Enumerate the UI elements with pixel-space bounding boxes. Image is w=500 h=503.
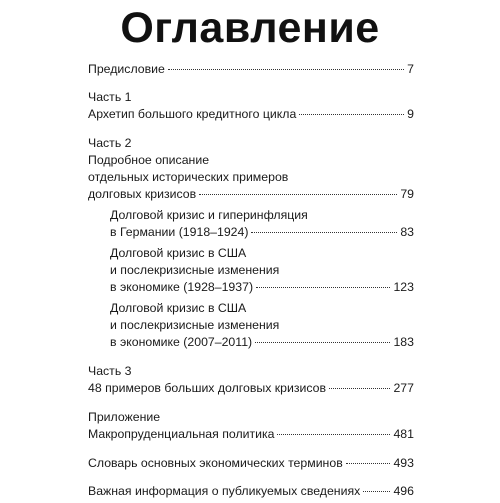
toc-entry-title-line: в экономике (2007–2011) (110, 335, 253, 349)
toc-part-1 (88, 90, 414, 107)
toc-entry-title: Архетип большого кредитного цикла (88, 107, 297, 121)
toc-page-number: 7 (407, 62, 414, 76)
part-label: Часть 1 (88, 90, 132, 104)
toc-part-3 (88, 364, 414, 381)
leader-dots (299, 114, 404, 115)
toc-subentry-usa-1928[interactable] (110, 246, 414, 299)
toc-entry-title-line: Долговой кризис и гиперинфляция (110, 208, 308, 222)
toc-entry-title: Макропруденциальная политика (88, 427, 275, 441)
toc-page-number: 123 (393, 280, 414, 294)
toc-subentry-usa-2007[interactable] (110, 301, 414, 354)
toc-entry-title: Словарь основных экономических терминов (88, 456, 343, 470)
toc-entry-title-line: в Германии (1918–1924) (110, 225, 249, 239)
leader-dots (251, 232, 397, 233)
toc-page-number: 277 (393, 381, 414, 395)
toc-entry-title: Предисловие (88, 62, 165, 76)
leader-dots (168, 69, 404, 70)
toc-page-number: 79 (400, 187, 414, 201)
toc-part-2 (88, 136, 414, 153)
toc-entry-title-line: в экономике (1928–1937) (110, 280, 254, 294)
toc-page-number: 481 (393, 427, 414, 441)
leader-dots (329, 388, 390, 389)
toc-appendix (88, 410, 414, 427)
leader-dots (256, 287, 390, 288)
toc-entry-preface[interactable] (88, 62, 414, 81)
leader-dots (199, 194, 397, 195)
toc-entry-title-line: Долговой кризис в США (110, 301, 247, 315)
toc-entry-title-line: отдельных исторических примеров (88, 170, 289, 184)
part-label: Часть 3 (88, 364, 132, 378)
toc-entry-title-line: Подробное описание (88, 153, 210, 167)
toc-entry-title-line: и послекризисные изменения (110, 318, 280, 332)
toc-page-number: 496 (393, 484, 414, 498)
toc-entry-part-3[interactable] (88, 381, 414, 400)
toc-entry-title-line: Долговой кризис в США (110, 246, 247, 260)
leader-dots (255, 342, 390, 343)
part-label: Часть 2 (88, 136, 132, 150)
leader-dots (363, 491, 390, 492)
part-label: Приложение (88, 410, 161, 424)
toc-entry-title-line: долговых кризисов (88, 187, 197, 201)
page-title: Оглавление (120, 4, 380, 52)
toc-page-number: 493 (393, 456, 414, 470)
toc-entry-part-1[interactable] (88, 107, 414, 126)
toc-entry-disclosure[interactable] (88, 484, 414, 503)
toc-page-number: 183 (393, 335, 414, 349)
toc-page-number: 9 (407, 107, 414, 121)
toc-entry-title-line: и послекризисные изменения (110, 263, 280, 277)
leader-dots (277, 434, 390, 435)
toc-entry-appendix[interactable] (88, 427, 414, 446)
toc-entry-title: 48 примеров больших долговых кризисов (88, 381, 327, 395)
toc-entry-glossary[interactable] (88, 456, 414, 475)
toc-entry-title: Важная информация о публикуемых сведениях (88, 484, 361, 498)
toc-page-number: 83 (400, 225, 414, 239)
toc-subentry-germany[interactable] (110, 208, 414, 244)
toc-entry-part-2[interactable] (88, 153, 414, 206)
leader-dots (346, 463, 391, 464)
